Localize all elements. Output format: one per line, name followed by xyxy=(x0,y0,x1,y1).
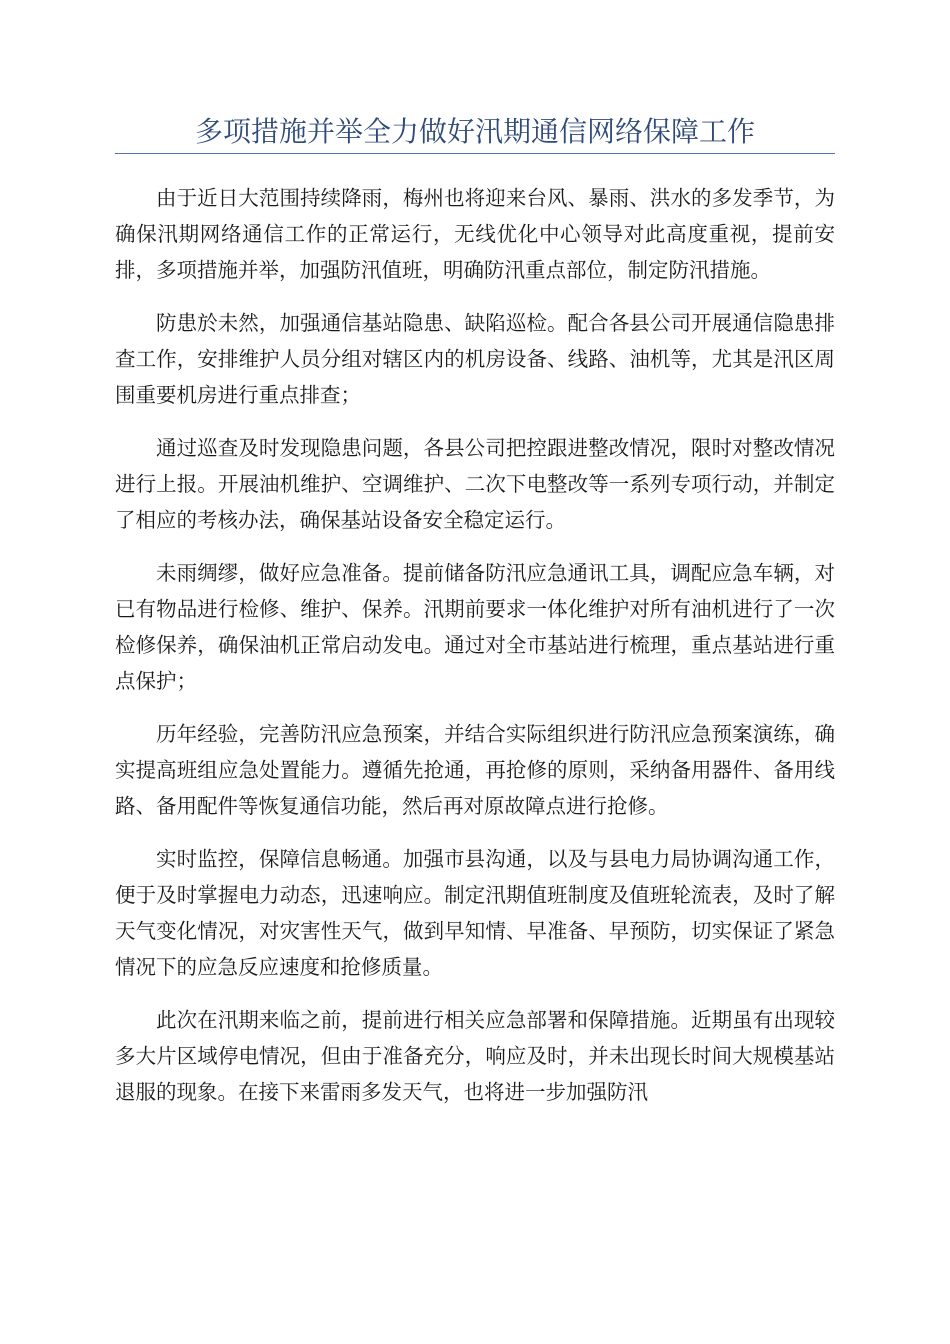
document-title: 多项措施并举全力做好汛期通信网络保障工作 xyxy=(194,115,755,148)
paragraph-2: 防患於未然，加强通信基站隐患、缺陷巡检。配合各县公司开展通信隐患排查工作，安排维护人员分组对辖区内的机房设备、线路、油机等，尤其是汛区周围重要机房进行重点排查； xyxy=(115,311,835,407)
paragraph-7: 此次在汛期来临之前，提前进行相关应急部署和保障措施。近期虽有出现较多大片区域停电情况，但由于准备充分，响应及时，并未出现长时间大规模基站退服的现象。在接下来雷雨多发天气，也将进一步加强防汛 xyxy=(115,1008,835,1104)
paragraph-6: 实时监控，保障信息畅通。加强市县沟通，以及与县电力局协调沟通工作，便于及时掌握电力动态，迅速响应。制定汛期值班制度及值班轮流表，及时了解天气变化情况，对灾害性天气，做到早知情、早准备、早预防，切实保证了紧急情况下的应急反应速度和抢修质量。 xyxy=(115,847,835,979)
paragraph-1: 由于近日大范围持续降雨，梅州也将迎来台风、暴雨、洪水的多发季节，为确保汛期网络通信工作的正常运行，无线优化中心领导对此高度重视，提前安排，多项措施并举，加强防汛值班，明确防汛重点部位，制定防汛措施。 xyxy=(115,186,835,282)
paragraph-5: 历年经验，完善防汛应急预案，并结合实际组织进行防汛应急预案演练，确实提高班组应急处置能力。遵循先抢通，再抢修的原则，采纳备用器件、备用线路、备用配件等恢复通信功能，然后再对原故障点进行抢修。 xyxy=(115,722,835,818)
title-underline-rule xyxy=(115,153,835,154)
document-body xyxy=(115,180,835,1127)
paragraph-3: 通过巡查及时发现隐患问题，各县公司把控跟进整改情况，限时对整改情况进行上报。开展油机维护、空调维护、二次下电整改等一系列专项行动，并制定了相应的考核办法，确保基站设备安全稳定运行。 xyxy=(115,436,835,532)
paragraph-4: 未雨绸缪，做好应急准备。提前储备防汛应急通讯工具，调配应急车辆，对已有物品进行检修、维护、保养。汛期前要求一体化维护对所有油机进行了一次检修保养，确保油机正常启动发电。通过对全市基站进行梳理，重点基站进行重点保护； xyxy=(115,561,835,693)
